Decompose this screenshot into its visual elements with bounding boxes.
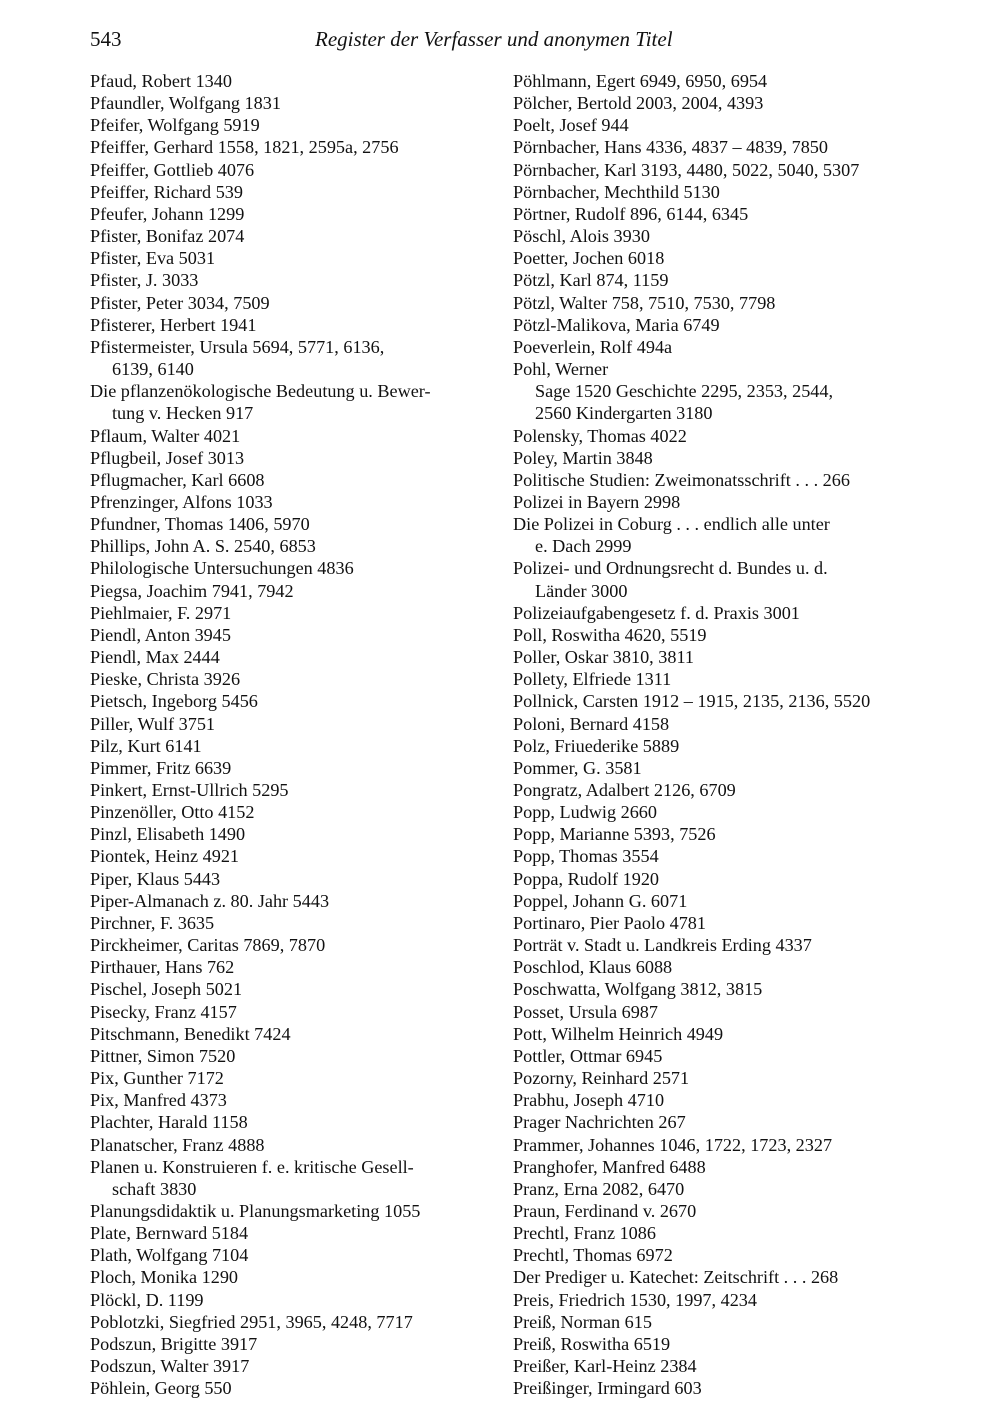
index-entry-text: Piontek, Heinz 4921 bbox=[90, 846, 240, 867]
index-entry bbox=[513, 779, 925, 801]
index-entry bbox=[513, 447, 925, 469]
index-entry-text: Plachter, Harald 1158 bbox=[90, 1112, 248, 1133]
index-entry-text: Pfister, Peter 3034, 7509 bbox=[90, 292, 270, 313]
index-entry-text: Pörnbacher, Karl 3193, 4480, 5022, 5040, 5307 bbox=[513, 159, 860, 180]
index-entry bbox=[90, 801, 495, 823]
index-entry-text: Pirthauer, Hans 762 bbox=[90, 957, 235, 978]
index-entry bbox=[90, 203, 495, 225]
index-entry-text: Pörnbacher, Hans 4336, 4837 – 4839, 7850 bbox=[513, 137, 828, 158]
index-entry-continuation: 2560 Kindergarten 3180 bbox=[535, 403, 713, 424]
index-entry-text: Planatscher, Franz 4888 bbox=[90, 1134, 265, 1155]
index-entry bbox=[90, 425, 495, 447]
index-entry-text: Pommer, G. 3581 bbox=[513, 757, 642, 778]
index-entry-text: Pranz, Erna 2082, 6470 bbox=[513, 1178, 685, 1199]
index-entry-text: Pix, Manfred 4373 bbox=[90, 1090, 227, 1111]
index-entry-text: Pötzl-Malikova, Maria 6749 bbox=[513, 314, 720, 335]
index-entry-continuation: 6139, 6140 bbox=[112, 359, 194, 380]
index-entry-text: Polizei- und Ordnungsrecht d. Bundes u. d. bbox=[513, 558, 828, 579]
index-entry-text: Poley, Martin 3848 bbox=[513, 447, 653, 468]
index-entry-text: Pfisterer, Herbert 1941 bbox=[90, 314, 257, 335]
index-entry bbox=[90, 713, 495, 735]
index-entry-text: Plath, Wolfgang 7104 bbox=[90, 1245, 249, 1266]
index-entry-text: Phillips, John A. S. 2540, 6853 bbox=[90, 536, 316, 557]
index-entry bbox=[513, 1023, 925, 1045]
index-entry-text: Pisecky, Franz 4157 bbox=[90, 1001, 237, 1022]
index-entry-text: Pottler, Ottmar 6945 bbox=[513, 1045, 663, 1066]
index-entry-text: Pflugbeil, Josef 3013 bbox=[90, 447, 245, 468]
index-entry bbox=[513, 1311, 925, 1333]
index-entry bbox=[513, 978, 925, 1000]
index-entry bbox=[90, 92, 495, 114]
index-entry-text: Poblotzki, Siegfried 2951, 3965, 4248, 7717 bbox=[90, 1311, 413, 1332]
index-entry bbox=[90, 912, 495, 934]
index-entry bbox=[90, 469, 495, 491]
index-entry-text: Polensky, Thomas 4022 bbox=[513, 425, 687, 446]
index-entry-text: Pfundner, Thomas 1406, 5970 bbox=[90, 514, 310, 535]
index-entry bbox=[513, 1289, 925, 1311]
index-entry-text: Pfeifer, Wolfgang 5919 bbox=[90, 115, 260, 136]
index-entry-text: Pörtner, Rudolf 896, 6144, 6345 bbox=[513, 203, 749, 224]
index-entry bbox=[513, 1178, 925, 1200]
index-entry-text: Pinzl, Elisabeth 1490 bbox=[90, 824, 246, 845]
index-entry bbox=[90, 602, 495, 624]
index-entry bbox=[90, 1023, 495, 1045]
index-entry-text: Pix, Gunther 7172 bbox=[90, 1068, 224, 1089]
index-entry bbox=[513, 757, 925, 779]
index-entry-text: Pötzl, Walter 758, 7510, 7530, 7798 bbox=[513, 292, 776, 313]
index-entry bbox=[90, 1067, 495, 1089]
index-entry bbox=[90, 890, 495, 912]
index-entry bbox=[90, 181, 495, 203]
index-entry bbox=[90, 136, 495, 158]
index-entry bbox=[90, 535, 495, 557]
index-entry-text: Poetter, Jochen 6018 bbox=[513, 248, 665, 269]
index-entry-text: Pinkert, Ernst-Ullrich 5295 bbox=[90, 780, 289, 800]
index-entry bbox=[513, 624, 925, 646]
index-entry-text: Pranghofer, Manfred 6488 bbox=[513, 1156, 706, 1177]
index-entry bbox=[513, 845, 925, 867]
index-entry bbox=[513, 1222, 925, 1244]
index-entry bbox=[90, 1001, 495, 1023]
index-entry-text: Planen u. Konstruieren f. e. kritische Gesell- bbox=[90, 1156, 414, 1177]
index-entry-text: Pfeiffer, Richard 539 bbox=[90, 181, 243, 202]
index-entry-text: Poppel, Johann G. 6071 bbox=[513, 890, 688, 911]
index-entry bbox=[90, 956, 495, 978]
index-entry bbox=[90, 159, 495, 181]
index-entry bbox=[513, 646, 925, 668]
index-entry bbox=[513, 247, 925, 269]
index-entry bbox=[90, 225, 495, 247]
index-column-left bbox=[90, 70, 495, 1399]
index-entry bbox=[90, 491, 495, 513]
index-entry-text: Pfeufer, Johann 1299 bbox=[90, 203, 245, 224]
index-entry bbox=[513, 868, 925, 890]
index-entry bbox=[513, 358, 925, 424]
index-entry-text: Pirchner, F. 3635 bbox=[90, 912, 215, 933]
index-entry-text: Pflaum, Walter 4021 bbox=[90, 425, 241, 446]
index-entry bbox=[513, 668, 925, 690]
index-entry bbox=[513, 70, 925, 92]
index-entry-text: Pfaundler, Wolfgang 1831 bbox=[90, 93, 281, 114]
index-entry-text: Pfeiffer, Gottlieb 4076 bbox=[90, 159, 255, 180]
index-entry-text: Poloni, Bernard 4158 bbox=[513, 713, 670, 734]
index-entry bbox=[513, 801, 925, 823]
index-entry-text: Piller, Wulf 3751 bbox=[90, 713, 216, 734]
index-entry-text: Piper-Almanach z. 80. Jahr 5443 bbox=[90, 890, 330, 911]
index-entry bbox=[90, 1089, 495, 1111]
index-entry bbox=[90, 1200, 495, 1222]
index-entry bbox=[90, 314, 495, 336]
index-entry bbox=[90, 1134, 495, 1156]
index-entry-text: Pongratz, Adalbert 2126, 6709 bbox=[513, 780, 736, 800]
index-entry bbox=[513, 425, 925, 447]
index-entry-text: Pozorny, Reinhard 2571 bbox=[513, 1068, 690, 1089]
index-entry bbox=[513, 159, 925, 181]
index-entry bbox=[513, 513, 925, 557]
index-entry bbox=[513, 1156, 925, 1178]
index-entry bbox=[513, 713, 925, 735]
index-entry-text: Pöhlmann, Egert 6949, 6950, 6954 bbox=[513, 71, 768, 91]
index-entry-text: Prager Nachrichten 267 bbox=[513, 1112, 686, 1133]
index-entry-text: Pirckheimer, Caritas 7869, 7870 bbox=[90, 935, 326, 956]
index-entry-text: Pollety, Elfriede 1311 bbox=[513, 669, 672, 690]
index-entry bbox=[90, 380, 495, 424]
index-entry bbox=[90, 1111, 495, 1133]
index-entry-text: Der Prediger u. Katechet: Zeitschrift . . . 268 bbox=[513, 1267, 839, 1288]
index-entry-text: Preiß, Norman 615 bbox=[513, 1311, 652, 1332]
index-entry-text: Plate, Bernward 5184 bbox=[90, 1223, 249, 1244]
index-entry bbox=[513, 1045, 925, 1067]
index-entry-text: Pötzl, Karl 874, 1159 bbox=[513, 270, 669, 291]
index-entry-text: Preißinger, Irmingard 603 bbox=[513, 1378, 702, 1399]
index-entry bbox=[513, 1266, 925, 1288]
index-entry-text: Die pflanzenökologische Bedeutung u. Bewer- bbox=[90, 381, 431, 402]
index-entry bbox=[513, 557, 925, 601]
index-entry-text: Plöckl, D. 1199 bbox=[90, 1289, 204, 1310]
index-entry bbox=[513, 469, 925, 491]
index-entry-text: Piendl, Anton 3945 bbox=[90, 624, 231, 645]
index-entry-text: Planungsdidaktik u. Planungsmarketing 1055 bbox=[90, 1200, 421, 1221]
index-entry-text: Pöhlein, Georg 550 bbox=[90, 1378, 232, 1399]
index-entry bbox=[513, 690, 925, 712]
index-entry bbox=[513, 1134, 925, 1156]
index-entry bbox=[90, 779, 495, 801]
index-entry bbox=[513, 1200, 925, 1222]
index-entry bbox=[513, 1067, 925, 1089]
index-entry-text: Pilz, Kurt 6141 bbox=[90, 735, 202, 756]
index-entry-text: Poppa, Rudolf 1920 bbox=[513, 868, 660, 889]
index-entry bbox=[90, 757, 495, 779]
index-entry-text: Poll, Roswitha 4620, 5519 bbox=[513, 624, 707, 645]
index-entry-text: Pfeiffer, Gerhard 1558, 1821, 2595a, 2756 bbox=[90, 137, 399, 158]
index-entry bbox=[513, 336, 925, 358]
index-entry bbox=[513, 136, 925, 158]
index-entry-text: Prechtl, Thomas 6972 bbox=[513, 1245, 673, 1266]
index-entry bbox=[90, 292, 495, 314]
index-entry bbox=[90, 114, 495, 136]
index-entry-continuation: e. Dach 2999 bbox=[535, 536, 632, 557]
index-entry-text: Pfrenzinger, Alfons 1033 bbox=[90, 491, 273, 512]
index-entry-text: Polizeiaufgabengesetz f. d. Praxis 3001 bbox=[513, 602, 800, 623]
index-entry-text: Pöschl, Alois 3930 bbox=[513, 226, 650, 247]
index-entry-text: Pollnick, Carsten 1912 – 1915, 2135, 2136, 5520 bbox=[513, 691, 871, 712]
index-entry bbox=[513, 203, 925, 225]
index-entry-text: Philologische Untersuchungen 4836 bbox=[90, 558, 354, 579]
index-entry bbox=[90, 580, 495, 602]
index-entry bbox=[90, 269, 495, 291]
index-entry-text: Pitschmann, Benedikt 7424 bbox=[90, 1023, 291, 1044]
index-entry-text: Prabhu, Joseph 4710 bbox=[513, 1090, 665, 1111]
index-entry-text: Prammer, Johannes 1046, 1722, 1723, 2327 bbox=[513, 1134, 833, 1155]
index-entry bbox=[90, 934, 495, 956]
index-entry bbox=[90, 447, 495, 469]
index-entry bbox=[90, 247, 495, 269]
index-entry-text: Pischel, Joseph 5021 bbox=[90, 979, 243, 1000]
index-entry-text: Poschwatta, Wolfgang 3812, 3815 bbox=[513, 979, 763, 1000]
index-entry-text: Piendl, Max 2444 bbox=[90, 647, 220, 668]
index-entry bbox=[513, 92, 925, 114]
index-entry-text: Poschlod, Klaus 6088 bbox=[513, 957, 673, 978]
index-entry-text: Pimmer, Fritz 6639 bbox=[90, 757, 232, 778]
index-entry-text: Pinzenöller, Otto 4152 bbox=[90, 802, 255, 823]
index-entry-text: Politische Studien: Zweimonatsschrift . . . 266 bbox=[513, 469, 850, 490]
index-entry-text: Pfister, Eva 5031 bbox=[90, 248, 216, 269]
index-entry-text: Polizei in Bayern 2998 bbox=[513, 491, 681, 512]
index-entry-text: Poller, Oskar 3810, 3811 bbox=[513, 647, 694, 668]
index-entry-text: Pfister, J. 3033 bbox=[90, 270, 199, 291]
index-entry-continuation: tung v. Hecken 917 bbox=[112, 403, 254, 424]
page-number: 543 bbox=[90, 27, 122, 51]
index-entry-text: Preiß, Roswitha 6519 bbox=[513, 1333, 671, 1354]
index-entry bbox=[90, 1333, 495, 1355]
index-entry bbox=[90, 624, 495, 646]
index-column-right bbox=[513, 70, 925, 1399]
index-entry bbox=[90, 735, 495, 757]
index-entry bbox=[90, 557, 495, 579]
index-entry bbox=[90, 845, 495, 867]
index-entry bbox=[90, 646, 495, 668]
index-entry bbox=[90, 1377, 495, 1399]
index-entry-text: Piegsa, Joachim 7941, 7942 bbox=[90, 580, 294, 601]
index-entry bbox=[90, 70, 495, 92]
index-entry-text: Pfaud, Robert 1340 bbox=[90, 71, 232, 91]
index-entry bbox=[90, 868, 495, 890]
index-entry bbox=[513, 1355, 925, 1377]
running-head-title: Register der Verfasser und anonymen Titel bbox=[315, 27, 673, 51]
index-entry-text: Poelt, Josef 944 bbox=[513, 115, 629, 136]
index-entry bbox=[90, 1355, 495, 1377]
index-entry-text: Pölcher, Bertold 2003, 2004, 4393 bbox=[513, 93, 764, 114]
index-entry bbox=[513, 269, 925, 291]
index-entry bbox=[513, 956, 925, 978]
index-entry bbox=[513, 114, 925, 136]
index-entry bbox=[513, 314, 925, 336]
index-entry-text: Pfister, Bonifaz 2074 bbox=[90, 226, 245, 247]
index-entry-text: Popp, Thomas 3554 bbox=[513, 846, 659, 867]
index-entry bbox=[513, 181, 925, 203]
index-entry bbox=[90, 668, 495, 690]
index-entry-continuation: Länder 3000 bbox=[535, 580, 628, 601]
index-entry bbox=[90, 1289, 495, 1311]
index-entry bbox=[90, 1045, 495, 1067]
index-entry-text: Prechtl, Franz 1086 bbox=[513, 1223, 656, 1244]
index-entry bbox=[513, 735, 925, 757]
index-entry-text: Posset, Ursula 6987 bbox=[513, 1001, 658, 1022]
index-entry bbox=[90, 978, 495, 1000]
index-entry-text: Popp, Ludwig 2660 bbox=[513, 802, 657, 823]
index-entry-text: Popp, Marianne 5393, 7526 bbox=[513, 824, 716, 845]
index-entry bbox=[90, 690, 495, 712]
index-entry bbox=[513, 1001, 925, 1023]
index-entry-text: Pieske, Christa 3926 bbox=[90, 669, 241, 690]
index-entry-continuation: Sage 1520 Geschichte 2295, 2353, 2544, bbox=[535, 381, 834, 402]
index-entry bbox=[90, 1156, 495, 1200]
index-entry bbox=[513, 1089, 925, 1111]
index-entry-text: Poeverlein, Rolf 494a bbox=[513, 336, 673, 357]
index-entry bbox=[513, 912, 925, 934]
index-entry bbox=[90, 1311, 495, 1333]
index-entry bbox=[513, 491, 925, 513]
index-entry bbox=[90, 513, 495, 535]
index-entry bbox=[90, 823, 495, 845]
index-entry bbox=[513, 225, 925, 247]
index-entry bbox=[513, 602, 925, 624]
index-entry bbox=[90, 336, 495, 380]
index-entry bbox=[513, 934, 925, 956]
index-entry-text: Piper, Klaus 5443 bbox=[90, 868, 221, 889]
index-entry-text: Pflugmacher, Karl 6608 bbox=[90, 469, 265, 490]
index-entry-text: Pörnbacher, Mechthild 5130 bbox=[513, 181, 720, 202]
index-entry bbox=[513, 1333, 925, 1355]
index-entry-text: Podszun, Walter 3917 bbox=[90, 1356, 250, 1377]
index-entry bbox=[90, 1244, 495, 1266]
index-entry-text: Portinaro, Pier Paolo 4781 bbox=[513, 912, 706, 933]
index-entry-text: Pietsch, Ingeborg 5456 bbox=[90, 691, 258, 712]
index-entry bbox=[513, 1377, 925, 1399]
index-entry-text: Pfistermeister, Ursula 5694, 5771, 6136, bbox=[90, 336, 385, 357]
index-entry-text: Podszun, Brigitte 3917 bbox=[90, 1333, 258, 1354]
index-entry-text: Preißer, Karl-Heinz 2384 bbox=[513, 1356, 697, 1377]
index-entry bbox=[513, 823, 925, 845]
index-entry bbox=[513, 890, 925, 912]
index-entry-text: Porträt v. Stadt u. Landkreis Erding 4337 bbox=[513, 935, 812, 956]
index-entry-text: Pittner, Simon 7520 bbox=[90, 1045, 236, 1066]
index-entry-continuation: schaft 3830 bbox=[112, 1178, 197, 1199]
index-entry bbox=[513, 1244, 925, 1266]
index-entry bbox=[513, 1111, 925, 1133]
index-entry-text: Piehlmaier, F. 2971 bbox=[90, 602, 232, 623]
index-entry bbox=[513, 292, 925, 314]
index-entry-text: Praun, Ferdinand v. 2670 bbox=[513, 1200, 697, 1221]
index-entry-text: Ploch, Monika 1290 bbox=[90, 1267, 239, 1288]
index-entry bbox=[90, 1222, 495, 1244]
index-entry-text: Die Polizei in Coburg . . . endlich alle unter bbox=[513, 514, 830, 535]
index-entry-text: Preis, Friedrich 1530, 1997, 4234 bbox=[513, 1289, 757, 1310]
index-entry-text: Polz, Friuederike 5889 bbox=[513, 735, 680, 756]
index-entry bbox=[90, 1266, 495, 1288]
index-entry-text: Pott, Wilhelm Heinrich 4949 bbox=[513, 1023, 724, 1044]
index-entry-text: Pohl, Werner bbox=[513, 359, 609, 380]
